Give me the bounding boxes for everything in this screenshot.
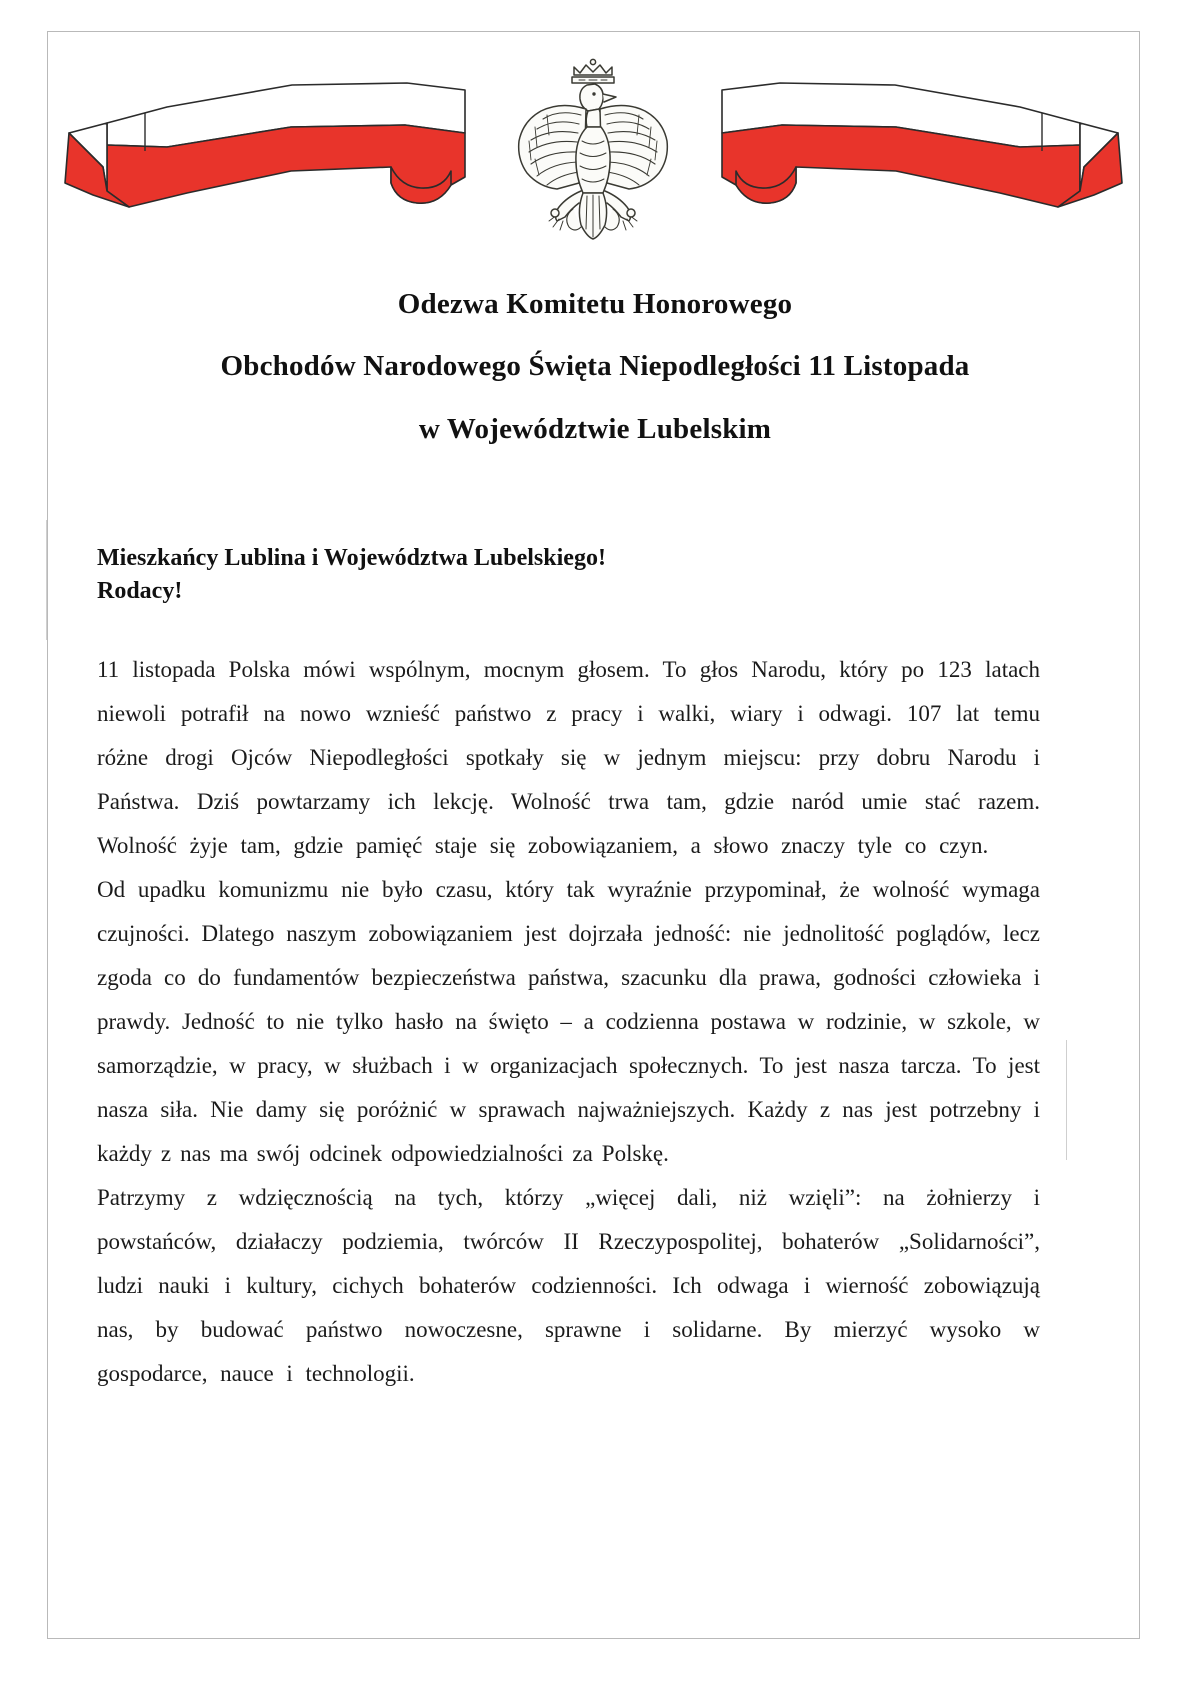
national-emblem-group bbox=[47, 55, 1140, 245]
polish-eagle-icon bbox=[519, 59, 668, 239]
salutation-line-2: Rodacy! bbox=[97, 578, 183, 605]
scan-edge-mark bbox=[1066, 1040, 1067, 1160]
body-paragraph-3: Patrzymy z wdzięcznością na tych, którzy „więcej dali, niż wzięli”: na żołnierzy i powstańców, działaczy podziemia, twórców II Rzeczypospolitej, bohaterów „Solidarności”, ludzi nauki i kultury, cichych bohaterów codzienności. Ich odwaga i wierność zobowiązują nas, by budować państwo nowoczesne, sprawne i solidarne. By mierzyć wysoko w gospodarce, nauce i technologii. bbox=[97, 1185, 1040, 1386]
document-title-block bbox=[95, 288, 1095, 445]
document-body bbox=[97, 648, 1040, 1396]
polish-flag-ribbon-left-icon bbox=[65, 83, 465, 207]
title-line-3: w Województwie Lubelskim bbox=[418, 412, 772, 445]
polish-flag-ribbon-right-icon bbox=[722, 83, 1122, 207]
title-line-1: Odezwa Komitetu Honorowego bbox=[397, 288, 793, 320]
body-paragraph-2: Od upadku komunizmu nie było czasu, który tak wyraźnie przypominał, że wolność wymaga czujności. Dlatego naszym zobowiązaniem jest dojrzała jedność: nie jednolitość poglądów, lecz zgoda co do fundamentów bezpieczeństwa państwa, szacunku dla prawa, godności człowieka i prawdy. Jedność to nie tylko hasło na święto – a codzienna postawa w rodzinie, w szkole, w samorządzie, w pracy, w służbach i w organizacjach społecznych. To jest nasza tarcza. To jest nasza siła. Nie damy się poróżnić w sprawach najważniejszych. Każdy z nas jest potrzebny i każdy z nas ma swój odcinek odpowiedzialności za Polskę. bbox=[97, 877, 1040, 1166]
body-paragraph-1: 11 listopada Polska mówi wspólnym, mocnym głosem. To głos Narodu, który po 123 latach niewoli potrafił na nowo wznieść państwo z pracy i walki, wiary i odwagi. 107 lat temu różne drogi Ojców Niepodległości spotkały się w jednym miejscu: przy dobru Narodu i Państwa. Dziś powtarzamy ich lekcję. Wolność trwa tam, gdzie naród umie stać razem. Wolność żyje tam, gdzie pamięć staje się zobowiązaniem, a słowo znaczy tyle co czyn. bbox=[97, 657, 1040, 858]
masthead bbox=[47, 55, 1140, 245]
salutation-block bbox=[97, 542, 1047, 608]
salutation-line-1: Mieszkańcy Lublina i Województwa Lubelskiego! bbox=[97, 545, 606, 571]
title-line-2: Obchodów Narodowego Święta Niepodległości 11 Listopada bbox=[220, 350, 970, 383]
page-bottom-clip bbox=[0, 1640, 1190, 1684]
scan-edge-mark bbox=[46, 520, 47, 640]
